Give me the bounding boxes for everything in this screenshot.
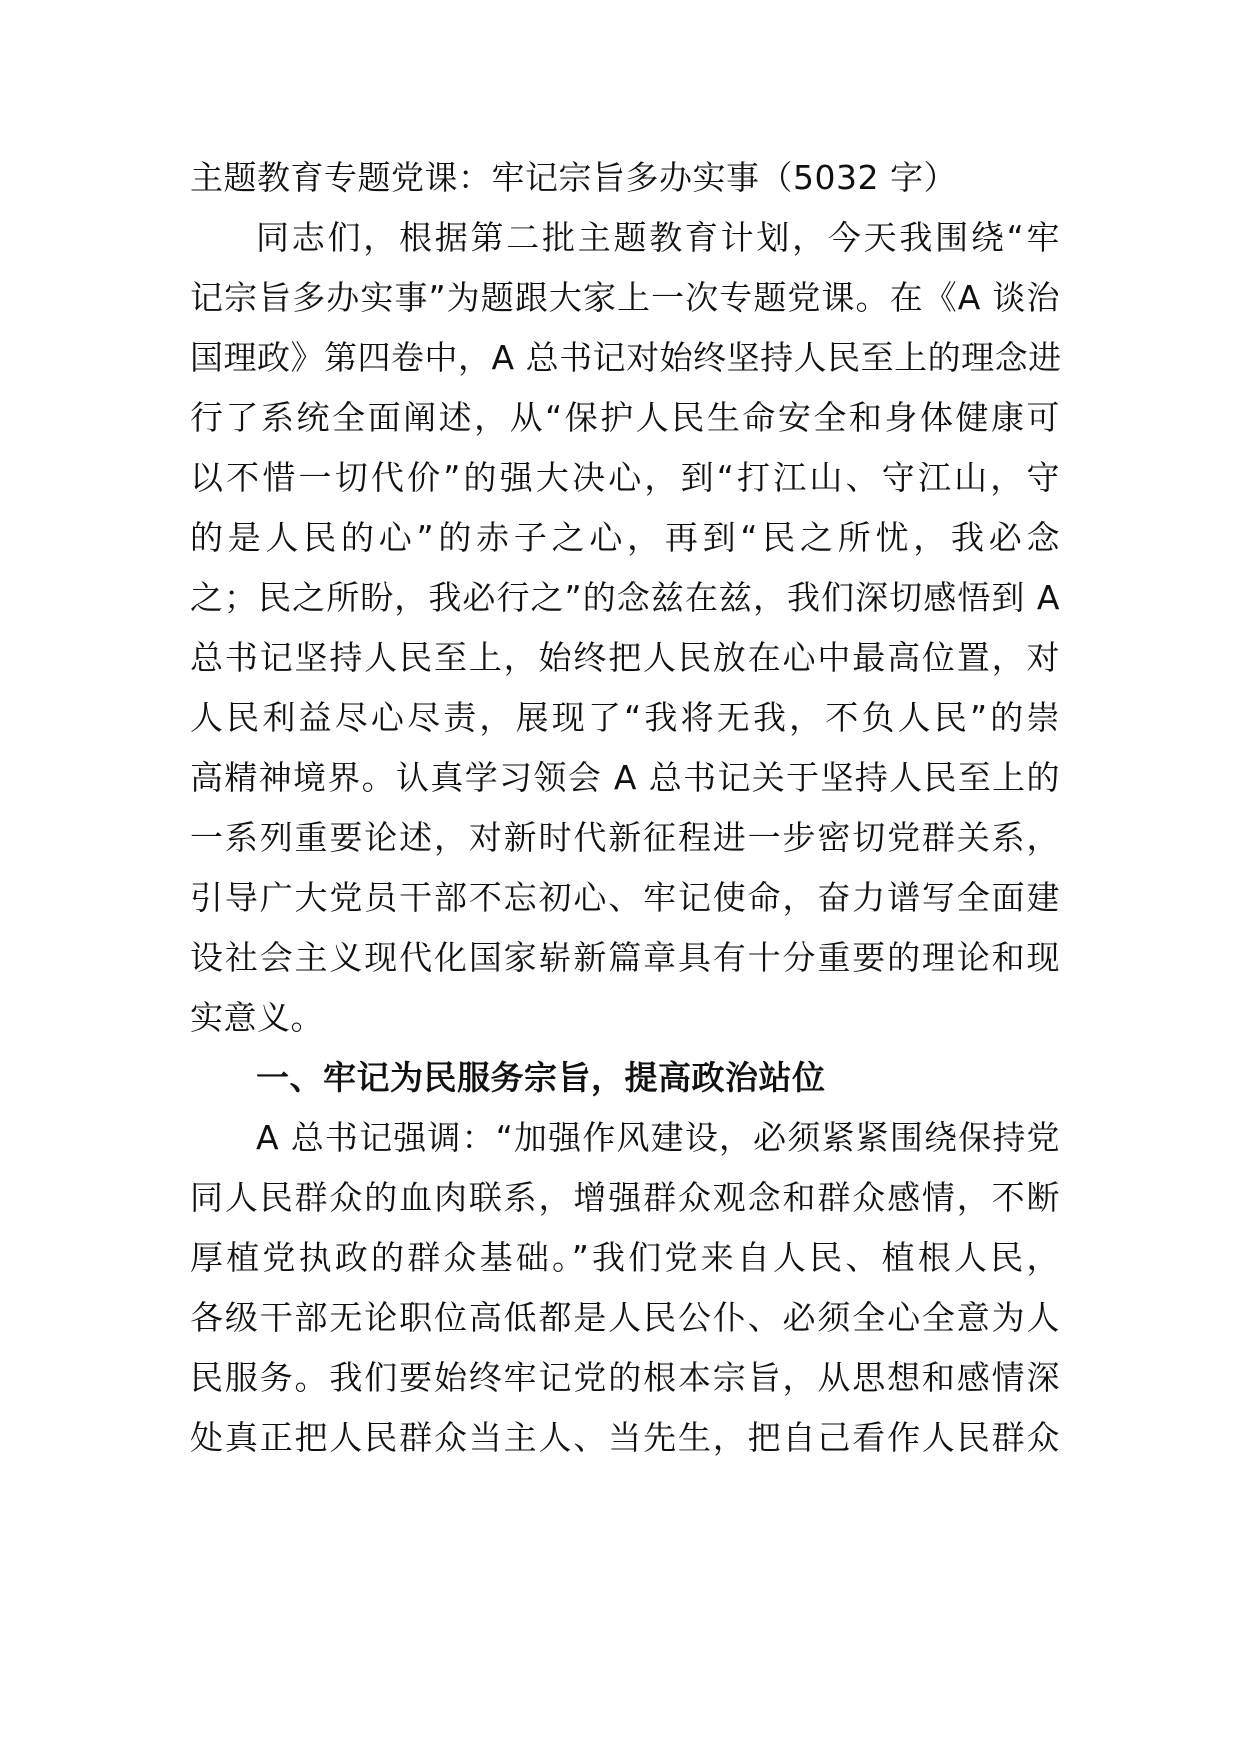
paragraph-line: 高精神境界。认真学习领会 A 总书记关于坚持人民至上的	[190, 758, 1060, 797]
paragraph-line: 厚植党执政的群众基础。”我们党来自人民、植根人民，	[190, 1238, 1060, 1277]
paragraph-line: 民服务。我们要始终牢记党的根本宗旨，从思想和感情深	[190, 1358, 1060, 1397]
paragraph-line: 总书记坚持人民至上，始终把人民放在心中最高位置，对	[190, 638, 1060, 677]
paragraph-line: 设社会主义现代化国家崭新篇章具有十分重要的理论和现	[190, 938, 1060, 977]
paragraph-line: 各级干部无论职位高低都是人民公仆、必须全心全意为人	[190, 1298, 1060, 1337]
paragraph-line: 引导广大党员干部不忘初心、牢记使命，奋力谱写全面建	[190, 878, 1060, 917]
paragraph-line: 行了系统全面阐述，从“保护人民生命安全和身体健康可	[190, 398, 1060, 437]
document-title: 主题教育专题党课：牢记宗旨多办实事（5032 字）	[190, 158, 957, 197]
paragraph-line: 的是人民的心”的赤子之心，再到“民之所忧，我必念	[190, 518, 1060, 557]
paragraph-line: 记宗旨多办实事”为题跟大家上一次专题党课。在《A 谈治	[190, 278, 1060, 317]
paragraph-line: 同人民群众的血肉联系，增强群众观念和群众感情，不断	[190, 1178, 1060, 1217]
paragraph-line: 同志们，根据第二批主题教育计划，今天我围绕“牢	[256, 218, 1060, 257]
paragraph-line: 人民利益尽心尽责，展现了“我将无我，不负人民”的崇	[190, 698, 1060, 737]
paragraph-line: 处真正把人民群众当主人、当先生，把自己看作人民群众	[190, 1418, 1060, 1457]
paragraph-line: 实意义。	[190, 998, 324, 1037]
paragraph-line: 以不惜一切代价”的强大决心，到“打江山、守江山，守	[190, 458, 1060, 497]
paragraph-line: 之；民之所盼，我必行之”的念兹在兹，我们深切感悟到 A	[190, 578, 1060, 617]
paragraph-line: 一系列重要论述，对新时代新征程进一步密切党群关系，	[190, 818, 1060, 857]
section-heading: 一、牢记为民服务宗旨，提高政治站位	[256, 1058, 826, 1097]
paragraph-line: 国理政》第四卷中，A 总书记对始终坚持人民至上的理念进	[190, 338, 1062, 377]
paragraph-line: A 总书记强调：“加强作风建设，必须紧紧围绕保持党	[256, 1118, 1060, 1157]
